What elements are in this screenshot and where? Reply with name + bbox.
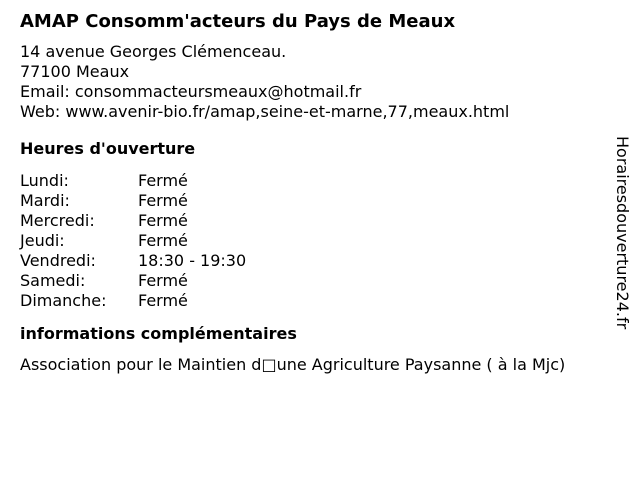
day-hours: Fermé xyxy=(138,231,188,250)
email-text: Email: consommacteursmeaux@hotmail.fr xyxy=(20,82,362,101)
day-label: Mardi: xyxy=(20,191,70,210)
hours-row-thursday xyxy=(20,231,600,251)
day-hours: Fermé xyxy=(138,211,188,230)
address-block xyxy=(20,42,600,122)
hours-row-sunday xyxy=(20,291,600,311)
hours-row-wednesday xyxy=(20,211,600,231)
day-label: Dimanche: xyxy=(20,291,107,310)
hours-table xyxy=(20,171,600,311)
hours-heading: Heures d'ouverture xyxy=(20,139,196,158)
day-label: Jeudi: xyxy=(20,231,65,250)
hours-row-tuesday xyxy=(20,191,600,211)
day-label: Lundi: xyxy=(20,171,69,190)
day-hours: 18:30 - 19:30 xyxy=(138,251,247,270)
street-address: 14 avenue Georges Clémenceau. xyxy=(20,42,287,61)
hours-row-friday xyxy=(20,251,600,271)
website-text: Web: www.avenir-bio.fr/amap,seine-et-marne,77,meaux.html xyxy=(20,102,510,121)
day-label: Mercredi: xyxy=(20,211,95,230)
day-label: Samedi: xyxy=(20,271,86,290)
business-card xyxy=(20,9,600,375)
day-hours: Fermé xyxy=(138,271,188,290)
day-hours: Fermé xyxy=(138,171,188,190)
day-hours: Fermé xyxy=(138,291,188,310)
business-name: AMAP Consomm'acteurs du Pays de Meaux xyxy=(20,11,456,32)
hours-row-saturday xyxy=(20,271,600,291)
hours-row-monday xyxy=(20,171,600,191)
day-hours: Fermé xyxy=(138,191,188,210)
info-description: Association pour le Maintien d□une Agriculture Paysanne ( à la Mjc) xyxy=(20,355,566,374)
site-watermark: Horairesdouverture24.fr xyxy=(613,136,632,330)
info-heading: informations complémentaires xyxy=(20,324,297,343)
day-label: Vendredi: xyxy=(20,251,96,270)
postal-city: 77100 Meaux xyxy=(20,62,130,81)
